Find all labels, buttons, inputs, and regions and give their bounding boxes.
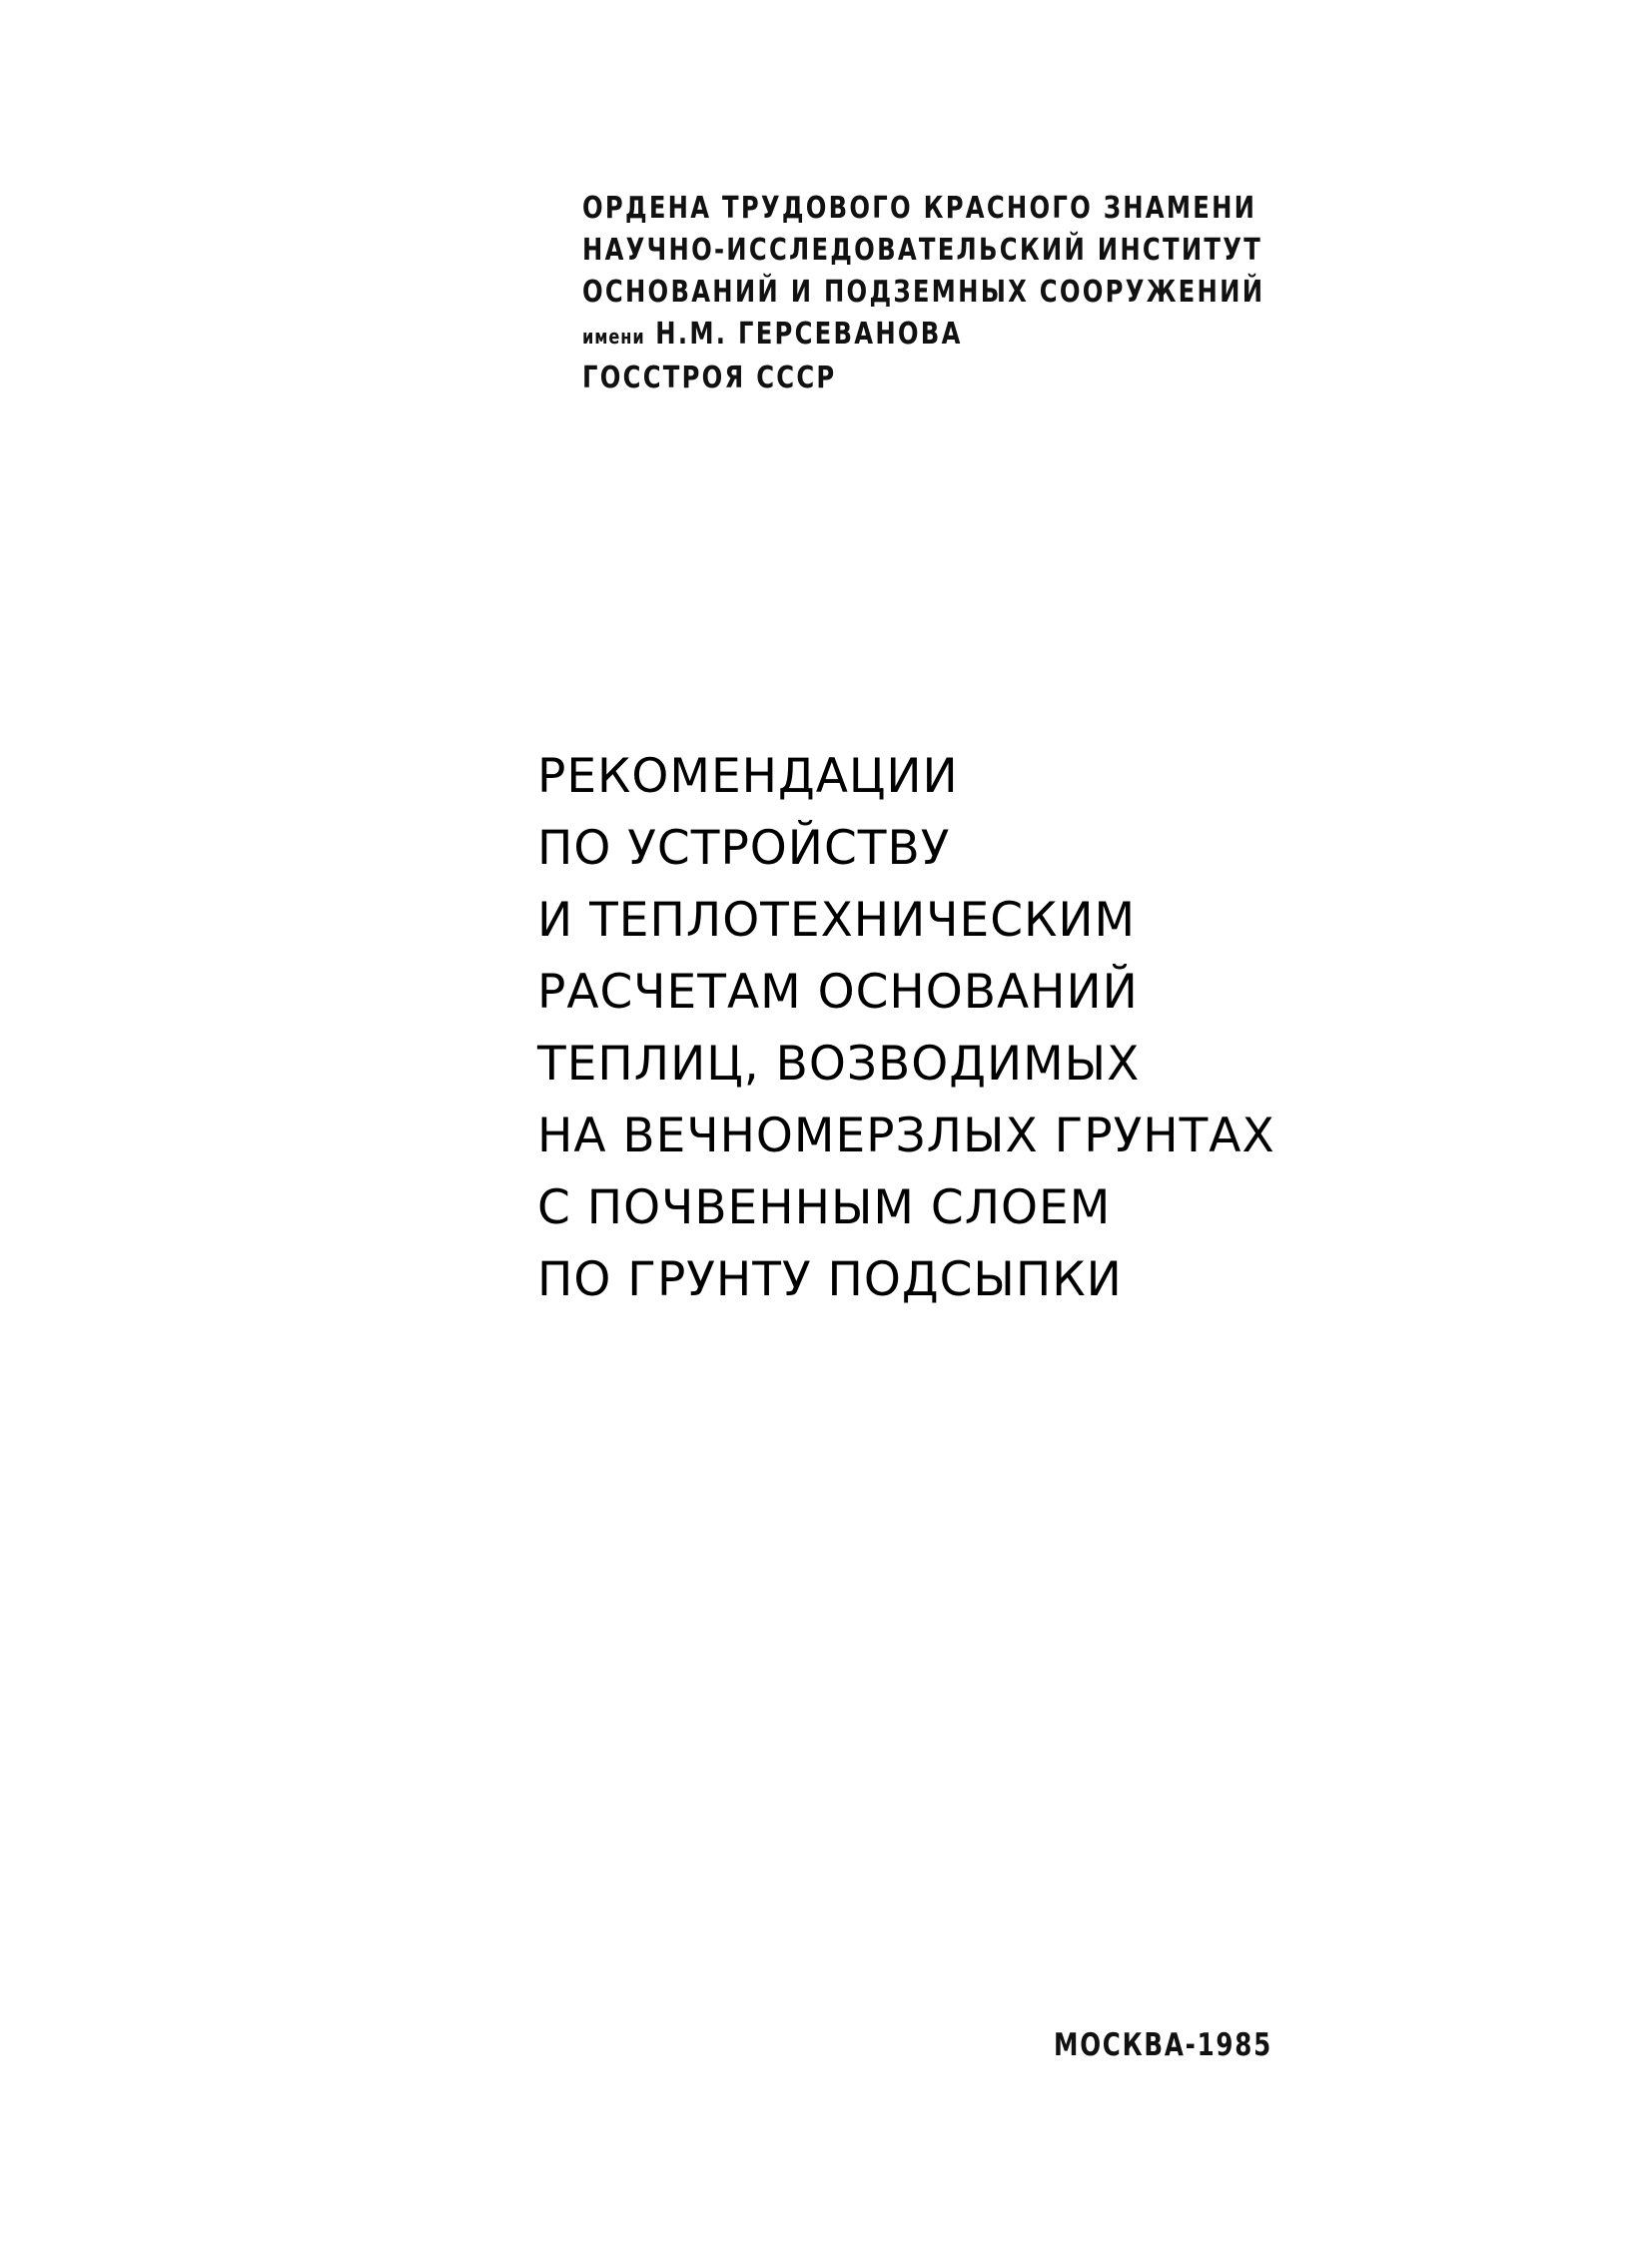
institution-line-5: ГОССТРОЯ СССР	[582, 361, 837, 395]
title-line: РЕКОМЕНДАЦИИ	[537, 749, 959, 804]
institution-line-2: НАУЧНО-ИССЛЕДОВАТЕЛЬСКИЙ ИНСТИТУТ	[582, 233, 1263, 268]
title-line: И ТЕПЛОТЕХНИЧЕСКИМ	[537, 893, 1137, 948]
institution-name: Н.М. ГЕРСЕВАНОВА	[655, 317, 963, 352]
institution-line-1: ОРДЕНА ТРУДОВОГО КРАСНОГО ЗНАМЕНИ	[582, 191, 1257, 226]
title-line: ПО ГРУНТУ ПОДСЫПКИ	[537, 1252, 1123, 1307]
imprint-place-year: МОСКВА-1985	[1054, 2027, 1272, 2063]
institution-name-prefix: имени	[582, 325, 645, 349]
institution-line-4	[582, 314, 1264, 358]
title-line: ТЕПЛИЦ, ВОЗВОДИМЫХ	[537, 1037, 1141, 1092]
title-line: НА ВЕЧНОМЕРЗЛЫХ ГРУНТАХ	[537, 1109, 1275, 1163]
title-line: С ПОЧВЕННЫМ СЛОЕМ	[537, 1180, 1112, 1235]
institution-header	[582, 188, 1264, 399]
title-line: РАСЧЕТАМ ОСНОВАНИЙ	[537, 965, 1139, 1020]
institution-line-3: ОСНОВАНИЙ И ПОДЗЕМНЫХ СООРУЖЕНИЙ	[582, 275, 1265, 310]
document-title	[537, 741, 1275, 1316]
title-line: ПО УСТРОЙСТВУ	[537, 821, 951, 876]
